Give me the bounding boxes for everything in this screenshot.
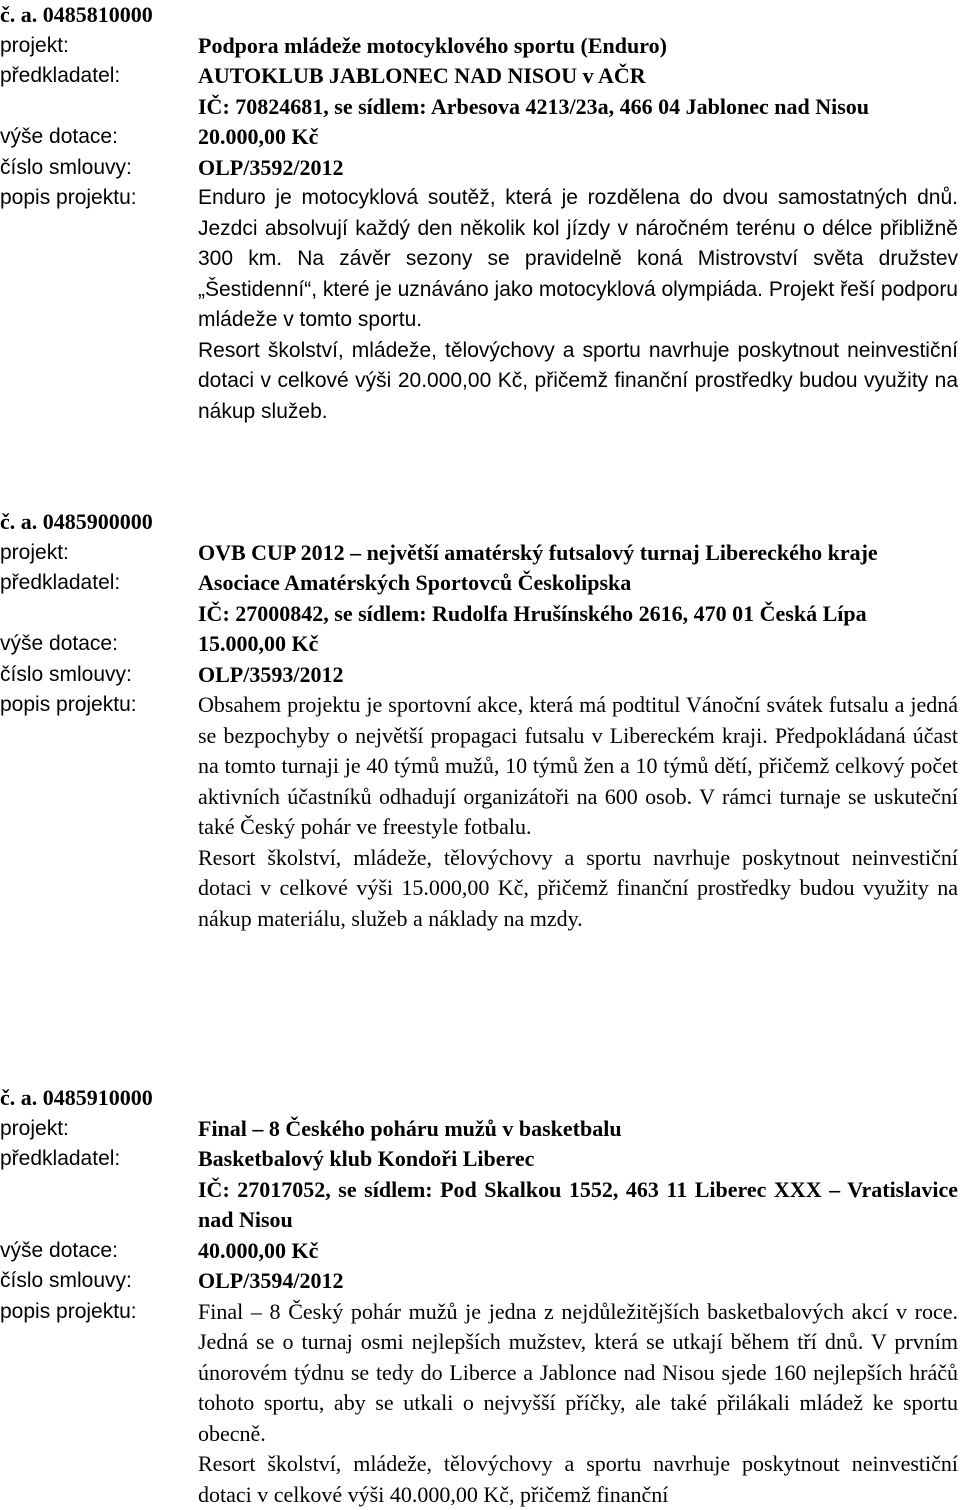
applicant-label: předkladatel: (0, 61, 120, 92)
description-text: Obsahem projektu je sportovní akce, která má podtitul Vánoční svátek futsalu a jedná se bezpochyby o největší propagaci futsalu v Libereckém kraji. Předpokládaná účast na tomto turnaji je 40 týmů mužů, 10 týmů žen a 10 týmů dětí, přičemž celkový počet aktivních účastníků odhadují organizátoři na 600 osob. V rámci turnaje se uskuteční také Český pohár ve freestyle fotbalu. (198, 690, 958, 843)
recommendation-text: Resort školství, mládeže, tělovýchovy a sportu navrhuje poskytnout neinvestiční dotaci v celkové výši 20.000,00 Kč, přičemž finanční prostředky budou využity na nákup služeb. (198, 336, 958, 428)
amount-row (0, 629, 958, 660)
contract-label: číslo smlouvy: (0, 1266, 132, 1297)
description-label: popis projektu: (0, 183, 137, 214)
project-title: Final – 8 Českého poháru mužů v basketbalu (198, 1114, 958, 1145)
recommendation-text: Resort školství, mládeže, tělovýchovy a sportu navrhuje poskytnout neinvestiční dotaci v celkové výši 40.000,00 Kč, přičemž finanční (198, 1449, 958, 1510)
applicant-label: předkladatel: (0, 1144, 120, 1175)
amount-label: výše dotace: (0, 629, 118, 660)
contract-label: číslo smlouvy: (0, 153, 132, 184)
project-title: OVB CUP 2012 – největší amatérský futsalový turnaj Libereckého kraje (198, 538, 958, 569)
record-number: č. a. 0485900000 (0, 509, 153, 534)
project-row (0, 31, 958, 62)
project-label: projekt: (0, 538, 69, 569)
amount-label: výše dotace: (0, 1236, 118, 1267)
contract-row (0, 153, 958, 184)
project-title: Podpora mládeže motocyklového sportu (Enduro) (198, 31, 958, 62)
amount-row (0, 122, 958, 153)
applicant-row (0, 61, 958, 122)
record-number-row (0, 507, 958, 538)
applicant-row (0, 568, 958, 629)
contract-label: číslo smlouvy: (0, 660, 132, 691)
recommendation-text: Resort školství, mládeže, tělovýchovy a sportu navrhuje poskytnout neinvestiční dotaci v celkové výši 15.000,00 Kč, přičemž finanční prostředky budou využity na nákup materiálu, služeb a náklady na mzdy. (198, 843, 958, 935)
applicant-address: IČ: 27000842, se sídlem: Rudolfa Hrušínského 2616, 470 01 Česká Lípa (198, 599, 958, 630)
record-number: č. a. 0485810000 (0, 2, 153, 27)
contract-number: OLP/3592/2012 (198, 153, 958, 184)
applicant-name: Asociace Amatérských Sportovců Českolipska (198, 568, 958, 599)
applicant-address: IČ: 27017052, se sídlem: Pod Skalkou 1552, 463 11 Liberec XXX – Vratislavice nad Nisou (198, 1175, 958, 1236)
applicant-address: IČ: 70824681, se sídlem: Arbesova 4213/23a, 466 04 Jablonec nad Nisou (198, 92, 958, 123)
description-label: popis projektu: (0, 1297, 137, 1328)
description-row (0, 690, 958, 934)
description-text: Final – 8 Český pohár mužů je jedna z nejdůležitějších basketbalových akcí v roce. Jedná se o turnaj osmi nejlepších mužstev, která se utkají během tří dnů. V prvním únorovém týdnu se tedy do Liberce a Jablonce nad Nisou sjede 160 nejlepších hráčů tohoto sportu, aby se utkali o nejvyšší příčky, ale také přilákali mládež ke sportu obecně. (198, 1297, 958, 1450)
project-label: projekt: (0, 1114, 69, 1145)
record-number-row (0, 0, 958, 31)
project-row (0, 538, 958, 569)
record-number-row (0, 1083, 958, 1114)
contract-row (0, 1266, 958, 1297)
applicant-label: předkladatel: (0, 568, 120, 599)
grant-record (0, 0, 958, 427)
contract-number: OLP/3594/2012 (198, 1266, 958, 1297)
amount-value: 40.000,00 Kč (198, 1236, 958, 1267)
grant-record (0, 1083, 958, 1510)
description-row (0, 183, 958, 427)
applicant-row (0, 1144, 958, 1236)
contract-number: OLP/3593/2012 (198, 660, 958, 691)
description-row (0, 1297, 958, 1510)
amount-value: 15.000,00 Kč (198, 629, 958, 660)
amount-label: výše dotace: (0, 122, 118, 153)
grant-record (0, 507, 958, 934)
contract-row (0, 660, 958, 691)
description-text: Enduro je motocyklová soutěž, která je rozdělena do dvou samostatných dnů. Jezdci absolvují každý den několik kol jízdy v náročném terénu o délce přibližně 300 km. Na závěr sezony se pravidelně koná Mistrovství světa družstev „Šestidenní“, které je uznáváno jako motocyklová olympiáda. Projekt řeší podporu mládeže v tomto sportu. (198, 183, 958, 336)
applicant-name: Basketbalový klub Kondoři Liberec (198, 1144, 958, 1175)
amount-row (0, 1236, 958, 1267)
amount-value: 20.000,00 Kč (198, 122, 958, 153)
description-label: popis projektu: (0, 690, 137, 721)
project-label: projekt: (0, 31, 69, 62)
project-row (0, 1114, 958, 1145)
applicant-name: AUTOKLUB JABLONEC NAD NISOU v AČR (198, 61, 958, 92)
record-number: č. a. 0485910000 (0, 1085, 153, 1110)
